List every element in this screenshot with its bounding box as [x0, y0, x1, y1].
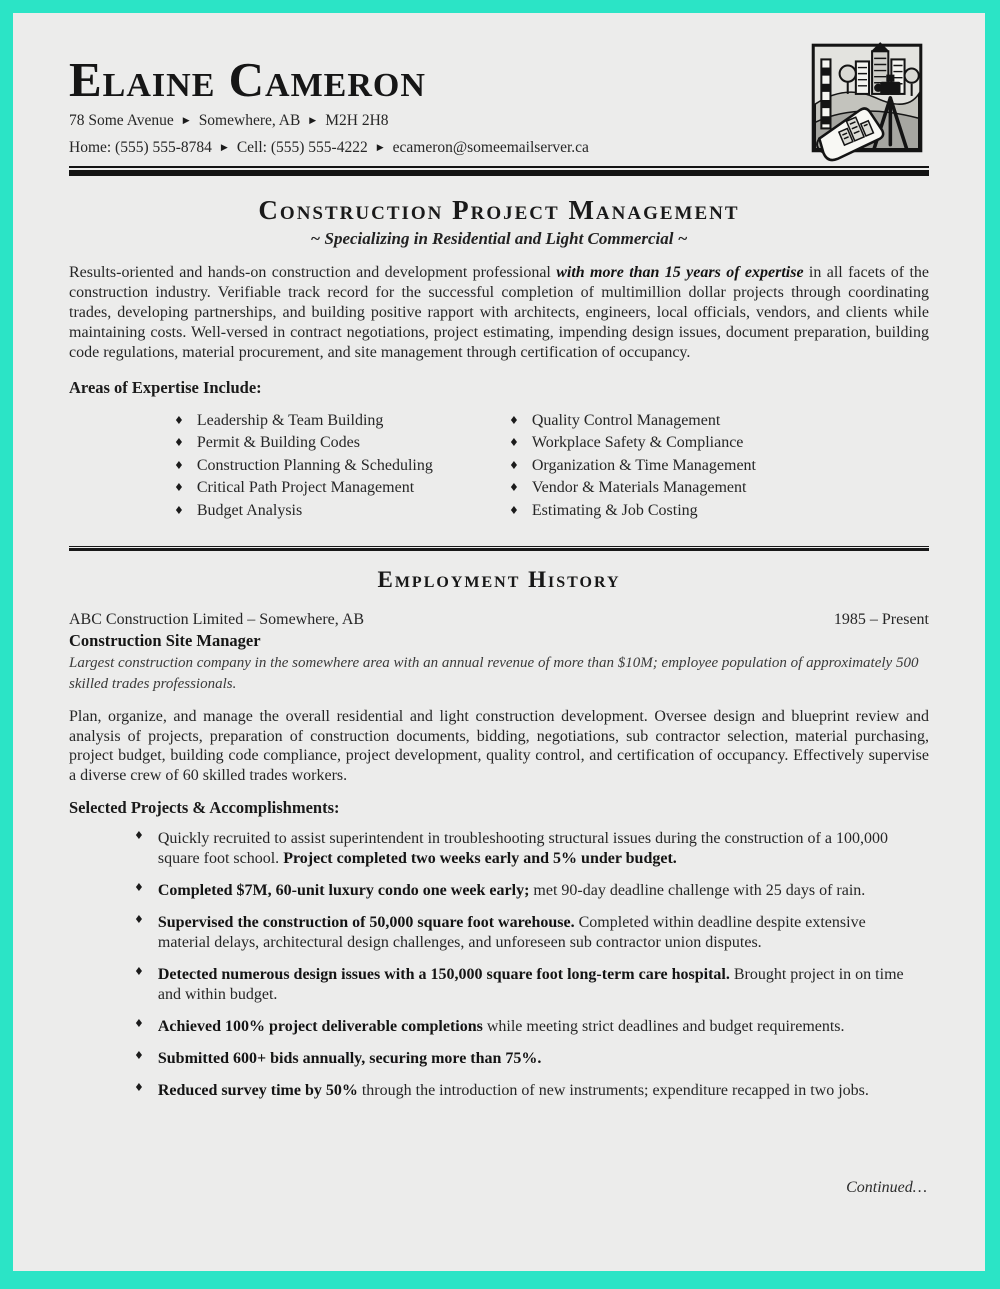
- summary-text: Results-oriented and hands-on construction and development professional: [69, 263, 557, 281]
- arrow-separator-icon: ▶: [182, 116, 190, 126]
- title-block: [69, 196, 929, 249]
- resume-title: Construction Project Management: [258, 195, 740, 225]
- address-item: 78 Some Avenue: [69, 112, 174, 129]
- employment-dates: 1985 – Present: [833, 611, 929, 629]
- expertise-label: Permit & Building Codes: [196, 434, 360, 452]
- accomplishment-text: [158, 913, 918, 953]
- bullet-regular-text: Quickly recruited to assist superintendent in troubleshooting structural issues during the construction of a 100,000 square foot school.: [157, 830, 888, 868]
- header-rule: [69, 166, 929, 176]
- expertise-item: [174, 410, 509, 433]
- bullet-regular-text: while meeting strict deadlines and budget requirements.: [482, 1018, 845, 1036]
- bullet-regular-text: met 90-day deadline challenge with 25 days of rain.: [529, 882, 866, 900]
- job-title: Construction Site Manager: [69, 631, 261, 651]
- diamond-bullet-icon: ♦: [134, 1049, 144, 1063]
- continued-note: Continued…: [846, 1179, 927, 1196]
- diamond-bullet-icon: ♦: [134, 965, 144, 979]
- resume-header: [69, 52, 929, 158]
- accomplishment-item: [134, 829, 929, 869]
- email-text: ecameron@someemailserver.ca: [392, 139, 589, 156]
- expertise-right-column: [509, 410, 756, 523]
- resume-page: [13, 13, 985, 1271]
- summary-text: in all facets of the construction industry. Verifiable track record for the successful completion of multimillion dollar projects through coordinating trades, developing partnerships, and building positive rapport with architects, engineers, local officials, vendors, and clients while maintaining costs. Well-versed in contract negotiations, project estimating, impending design issues, document preparation, building code regulations, material procurement, and site management through certification of occupancy.: [69, 263, 929, 361]
- company-row: [69, 611, 929, 629]
- expertise-item: [174, 477, 509, 500]
- diamond-bullet-icon: ♦: [509, 481, 519, 495]
- summary-emphasis: with more than 15 years of expertise: [556, 263, 804, 281]
- diamond-bullet-icon: ♦: [509, 458, 519, 472]
- expertise-item: [174, 500, 509, 523]
- bullet-bold-text: Detected numerous design issues with a 150,000 square foot long-term care hospital.: [157, 966, 730, 984]
- accomplishment-text: [158, 829, 918, 869]
- accomplishment-text: [158, 965, 918, 1005]
- contact-item: Cell: (555) 555-4222: [236, 139, 368, 156]
- accomplishment-text: [158, 881, 865, 901]
- accomplishment-item: [134, 965, 929, 1005]
- employment-section-title: Employment History: [377, 567, 621, 593]
- expertise-label: Budget Analysis: [196, 501, 303, 519]
- expertise-item: [509, 432, 756, 455]
- resume-subtitle: ~ Specializing in Residential and Light Commercial ~: [310, 228, 688, 248]
- bullet-bold-text: Reduced survey time by 50%: [157, 1082, 358, 1100]
- expertise-item: [509, 500, 756, 523]
- diamond-bullet-icon: ♦: [134, 1081, 144, 1095]
- accomplishments-list: [69, 829, 929, 1101]
- accomplishment-item: [134, 913, 929, 953]
- diamond-bullet-icon: ♦: [134, 881, 144, 895]
- expertise-label: Organization & Time Management: [531, 456, 756, 474]
- diamond-bullet-icon: ♦: [174, 503, 184, 517]
- diamond-bullet-icon: ♦: [509, 503, 519, 517]
- accomplishments-heading: Selected Projects & Accomplishments:: [69, 798, 340, 818]
- expertise-label: Critical Path Project Management: [196, 479, 415, 497]
- section-rule: [69, 546, 929, 551]
- arrow-separator-icon: ▶: [220, 143, 228, 153]
- accomplishment-item: [134, 881, 929, 901]
- diamond-bullet-icon: ♦: [174, 458, 184, 472]
- diamond-bullet-icon: ♦: [134, 913, 144, 927]
- expertise-label: Quality Control Management: [531, 411, 721, 429]
- company-description: Largest construction company in the somewhere area with an annual revenue of more than $10M; employee population of approximately 500 skilled trades professionals.: [69, 655, 919, 693]
- arrow-separator-icon: ▶: [376, 143, 384, 153]
- bullet-bold-text: Completed $7M, 60-unit luxury condo one week early;: [157, 882, 530, 900]
- expertise-label: Vendor & Materials Management: [531, 479, 747, 497]
- expertise-item: [509, 410, 756, 433]
- expertise-item: [174, 432, 509, 455]
- address-item: Somewhere, AB: [198, 112, 301, 129]
- expertise-columns: [69, 410, 929, 523]
- diamond-bullet-icon: ♦: [509, 436, 519, 450]
- surveyor-logo-drawing: [797, 37, 935, 163]
- address-item: M2H 2H8: [325, 112, 389, 129]
- summary-paragraph: [69, 263, 929, 363]
- expertise-item: [509, 455, 756, 478]
- arrow-separator-icon: ▶: [309, 116, 317, 126]
- accomplishment-item: [134, 1081, 929, 1101]
- diamond-bullet-icon: ♦: [134, 1017, 144, 1031]
- accomplishment-text: [158, 1049, 542, 1069]
- expertise-item: [174, 455, 509, 478]
- company-name: ABC Construction Limited – Somewhere, AB: [69, 611, 365, 629]
- bullet-regular-text: Completed within deadline despite extensive material delays, architectural design challenges, and unforeseen sub contractor union disputes.: [157, 914, 866, 952]
- expertise-label: Workplace Safety & Compliance: [531, 434, 744, 452]
- diamond-bullet-icon: ♦: [174, 413, 184, 427]
- accomplishment-item: [134, 1017, 929, 1037]
- diamond-bullet-icon: ♦: [174, 481, 184, 495]
- expertise-label: Estimating & Job Costing: [531, 501, 698, 519]
- bullet-regular-text: Brought project in on time and within budget.: [157, 966, 904, 1004]
- surveyor-logo-icon: [797, 37, 935, 163]
- expertise-label: Leadership & Team Building: [196, 411, 384, 429]
- diamond-bullet-icon: ♦: [134, 829, 144, 843]
- bullet-bold-text: Supervised the construction of 50,000 square foot warehouse.: [157, 914, 575, 932]
- expertise-item: [509, 477, 756, 500]
- expertise-heading: Areas of Expertise Include:: [69, 377, 262, 397]
- accomplishment-text: [158, 1081, 869, 1101]
- diamond-bullet-icon: ♦: [509, 413, 519, 427]
- role-summary-paragraph: Plan, organize, and manage the overall residential and light construction development. Oversee design and blueprint review and analysis of projects, preparation of construction documents, bidding, negotiations, sub contractor selection, material purchasing, project budget, building code compliance, project development, quality control, and certification of occupancy. Effectively supervise a diverse crew of 60 skilled trades workers.: [69, 708, 929, 784]
- accomplishment-item: [134, 1049, 929, 1069]
- bullet-bold-text: Achieved 100% project deliverable completions: [157, 1018, 483, 1036]
- expertise-label: Construction Planning & Scheduling: [196, 456, 433, 474]
- accomplishment-text: [158, 1017, 845, 1037]
- bullet-bold-text: Submitted 600+ bids annually, securing more than 75%.: [157, 1050, 542, 1068]
- diamond-bullet-icon: ♦: [174, 436, 184, 450]
- contact-item: Home: (555) 555-8784: [69, 139, 212, 156]
- bullet-regular-text: through the introduction of new instruments; expenditure recapped in two jobs.: [357, 1082, 869, 1100]
- expertise-left-column: [174, 410, 509, 523]
- person-name: Elaine Cameron: [69, 52, 426, 107]
- bullet-bold-text: Project completed two weeks early and 5% under budget.: [283, 850, 677, 868]
